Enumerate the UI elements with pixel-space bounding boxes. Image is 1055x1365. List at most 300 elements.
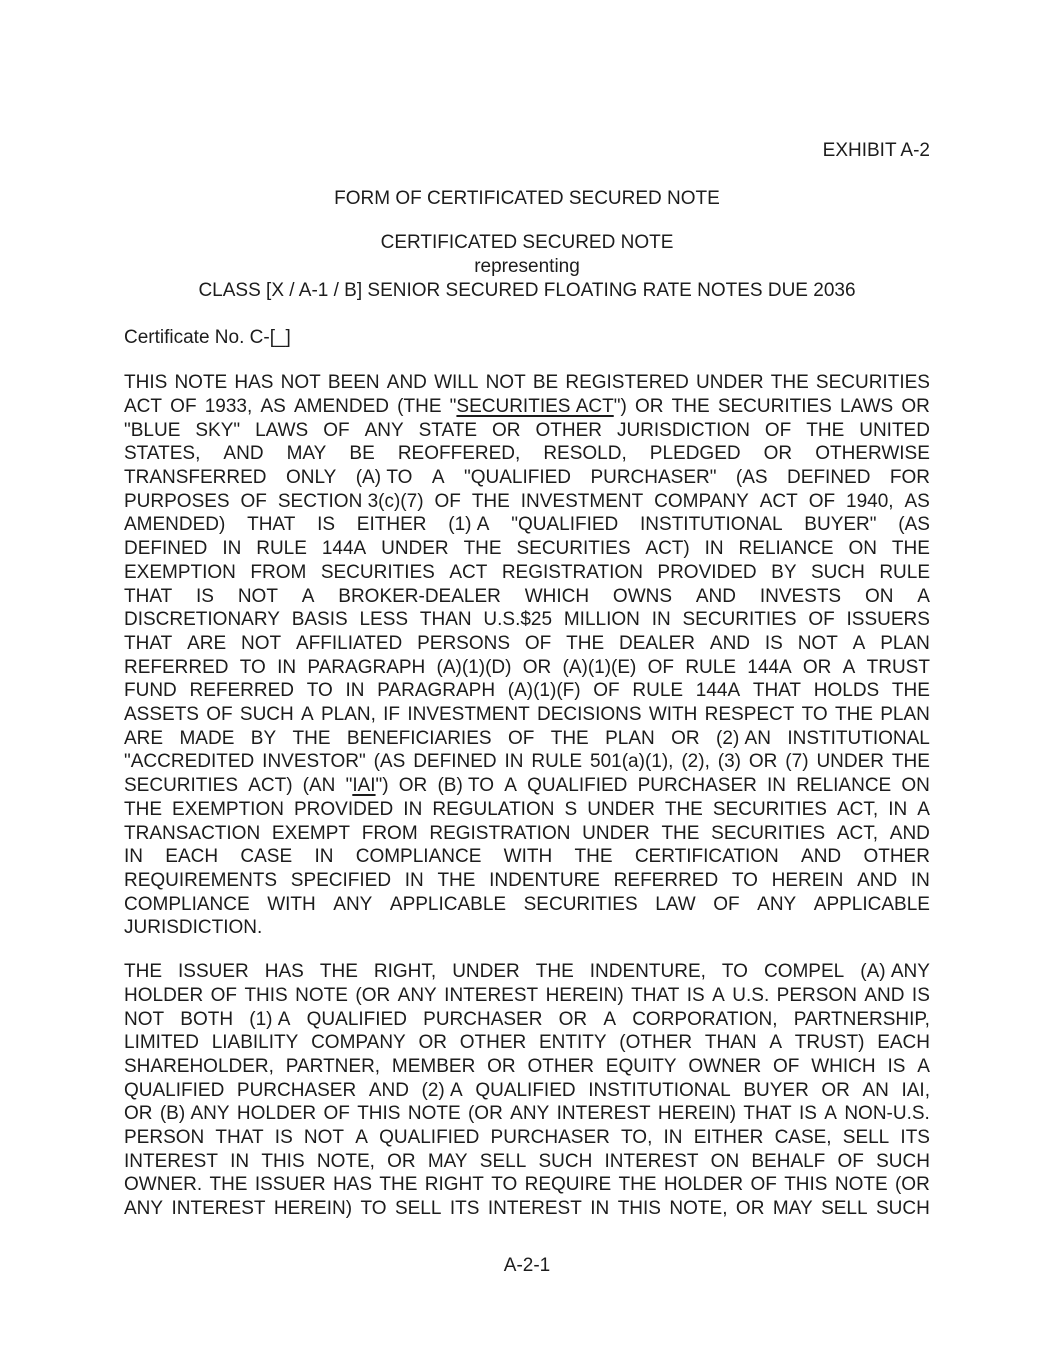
word: DEFINED xyxy=(124,538,208,560)
word: IN xyxy=(767,775,787,797)
word: OF xyxy=(593,680,620,702)
note-heading-representing: representing xyxy=(474,256,580,278)
legend-line xyxy=(124,513,930,537)
word: (A) ANY xyxy=(860,961,930,983)
word: OF xyxy=(507,727,535,749)
word: OR xyxy=(821,1079,850,1101)
word: OR xyxy=(634,395,664,417)
word: TO xyxy=(721,961,748,983)
word: OF xyxy=(323,419,350,441)
word: PROVIDED xyxy=(657,561,757,583)
word: EACH xyxy=(877,1032,930,1054)
word: IS xyxy=(764,632,783,654)
word: AFFILIATED xyxy=(295,632,403,654)
word: EXEMPT xyxy=(271,822,351,844)
word: NOTE, xyxy=(669,1198,728,1220)
word: PURCHASER xyxy=(423,1008,543,1030)
word: QUALIFIED xyxy=(527,775,628,797)
word: INTEREST xyxy=(604,1150,699,1172)
word: EITHER xyxy=(356,514,427,536)
note-heading xyxy=(124,231,930,302)
word: TO, xyxy=(621,1127,653,1149)
form-title: FORM OF CERTIFICATED SECURED NOTE xyxy=(334,187,720,209)
word: 144A xyxy=(695,680,741,702)
word: JURISDICTION. xyxy=(124,917,263,939)
word: (A)(1)(E) xyxy=(562,656,637,678)
word: THE xyxy=(664,798,703,820)
word: OF xyxy=(808,609,835,631)
word: THE xyxy=(209,1174,248,1196)
word: MILLION xyxy=(563,609,640,631)
word: UNDER xyxy=(452,961,520,983)
word: AND xyxy=(864,984,905,1006)
word: THAT xyxy=(124,585,173,607)
word: TO xyxy=(491,1174,518,1196)
word: REOFFERED, xyxy=(397,443,521,465)
word: ACT xyxy=(124,395,162,417)
word: IS xyxy=(317,514,336,536)
word: NOT xyxy=(485,372,526,394)
word: FROM xyxy=(250,561,307,583)
word: ACT xyxy=(759,490,798,512)
word: SKY" xyxy=(195,419,241,441)
word: THE xyxy=(463,538,502,560)
word: NON-U.S. xyxy=(844,1103,930,1125)
word: PLAN, xyxy=(320,704,376,726)
word: THIS xyxy=(261,1150,305,1172)
word: OF xyxy=(808,490,836,512)
word: WITH xyxy=(267,893,316,915)
word: OR xyxy=(487,1055,516,1077)
word: REQUIREMENTS xyxy=(124,869,278,891)
word: TO xyxy=(360,1198,387,1220)
word: SECURITIES xyxy=(516,538,631,560)
word: UNITED xyxy=(859,419,930,441)
word: PERSON xyxy=(124,1127,205,1149)
legend-line xyxy=(124,466,930,490)
word: 501(a)(1), xyxy=(590,751,674,773)
word: RIGHT xyxy=(424,1174,484,1196)
word: EQUITY xyxy=(605,1055,677,1077)
word: (7) xyxy=(785,751,809,773)
word: BOTH xyxy=(180,1008,234,1030)
legend-line xyxy=(124,774,930,798)
word: PERSON xyxy=(776,984,857,1006)
word: SECURITIES xyxy=(320,561,435,583)
legend-line xyxy=(124,727,930,751)
legend-line xyxy=(124,608,930,632)
word: U.S.$25 xyxy=(483,609,553,631)
word: BASIS xyxy=(291,609,348,631)
word: OR xyxy=(748,751,778,773)
word: RULE xyxy=(531,751,583,773)
word: NOT xyxy=(797,632,838,654)
word: SECTION 3(c)(7) xyxy=(277,490,424,512)
word: (AS xyxy=(373,751,406,773)
word: WHICH xyxy=(524,585,590,607)
word: ACT, xyxy=(836,822,879,844)
word: THE xyxy=(319,961,358,983)
word: ACT) xyxy=(645,538,690,560)
word: SELL xyxy=(479,1150,527,1172)
word: BY xyxy=(250,727,277,749)
word: REFERRED xyxy=(189,680,294,702)
word: FOR xyxy=(889,467,930,489)
word: A xyxy=(842,656,856,678)
word: QUALIFIED xyxy=(306,1008,407,1030)
word: OF xyxy=(210,984,238,1006)
word: OF xyxy=(713,893,740,915)
word: PROVIDED xyxy=(294,798,394,820)
word: (2) A xyxy=(421,1079,463,1101)
word: MADE xyxy=(179,727,235,749)
word: OF xyxy=(524,632,552,654)
word: (THE xyxy=(397,395,442,417)
word: HOLDS xyxy=(813,680,880,702)
word: IS xyxy=(686,984,705,1006)
word: REGULATION xyxy=(432,798,555,820)
exhibit-label: EXHIBIT A-2 xyxy=(822,140,930,161)
word: HEREIN) xyxy=(273,1198,353,1220)
word: OR xyxy=(763,443,793,465)
word: THAT xyxy=(752,680,802,702)
page-number: A-2-1 xyxy=(503,1254,551,1276)
word: IN xyxy=(403,798,423,820)
word: STATES, xyxy=(124,443,201,465)
word: EXEMPTION xyxy=(124,561,236,583)
word: NOT xyxy=(124,1008,165,1030)
word: OF xyxy=(773,1055,800,1077)
word: INVESTMENT xyxy=(520,490,644,512)
word: ITS xyxy=(449,1198,480,1220)
legend-line xyxy=(124,679,930,703)
legend-line xyxy=(124,703,930,727)
word: UNDER xyxy=(587,798,655,820)
word: SPECIFIED xyxy=(290,869,392,891)
word: OR xyxy=(558,1008,588,1030)
word: OR xyxy=(671,727,700,749)
word: INVESTS xyxy=(759,585,842,607)
word: QUALIFIED xyxy=(475,1079,576,1101)
word: THE xyxy=(671,395,710,417)
word: THE xyxy=(661,822,700,844)
legend-line xyxy=(124,893,930,917)
word: RULE xyxy=(256,538,307,560)
word: PLAN xyxy=(880,632,930,654)
word: IN xyxy=(504,751,524,773)
word: ON xyxy=(901,775,930,797)
word: SECURITIES xyxy=(712,798,827,820)
word: JURISDICTION xyxy=(616,419,750,441)
word: ON xyxy=(848,538,877,560)
word: A xyxy=(917,798,930,820)
word: COMPANY xyxy=(311,1032,406,1054)
word: IN xyxy=(663,1127,683,1149)
word: ANY xyxy=(364,419,404,441)
word: IS xyxy=(887,1055,906,1077)
word: RULE xyxy=(632,680,684,702)
legend-line xyxy=(124,419,930,443)
word: RULE xyxy=(685,656,736,678)
word: REQUIRE xyxy=(524,1174,612,1196)
word: AMENDED xyxy=(293,395,389,417)
word: PARTNERSHIP, xyxy=(793,1008,930,1030)
word: MAY xyxy=(772,1198,813,1220)
word: WITH xyxy=(648,704,698,726)
word: (A)(1)(F) xyxy=(507,680,581,702)
word: LAWS xyxy=(840,395,894,417)
word: THE xyxy=(891,538,930,560)
word: TO xyxy=(731,869,758,891)
word: 144A xyxy=(321,538,367,560)
word: A xyxy=(917,585,930,607)
word: BUYER xyxy=(743,1079,809,1101)
word: AND xyxy=(223,443,264,465)
word: IS xyxy=(798,1103,817,1125)
word: ACT) xyxy=(248,775,293,797)
word: NOT xyxy=(280,372,321,394)
word: DEFINED xyxy=(413,751,497,773)
word: OTHER xyxy=(527,1055,594,1077)
word: "QUALIFIED xyxy=(511,514,619,536)
word: A xyxy=(504,775,517,797)
word: FROM xyxy=(361,822,418,844)
word: INTEREST xyxy=(487,1198,582,1220)
legend-paragraph-issuer-compel xyxy=(124,960,930,1221)
word: THAT xyxy=(631,984,680,1006)
word: IN xyxy=(590,1198,610,1220)
word: (1) A xyxy=(448,514,490,536)
legend-paragraph-securities-act xyxy=(124,371,930,940)
word: THAT xyxy=(124,632,173,654)
word: ISSUER xyxy=(254,1174,326,1196)
note-heading-title: CERTIFICATED SECURED NOTE xyxy=(380,232,674,254)
word: ISSUERS xyxy=(846,609,930,631)
word: (B) ANY xyxy=(159,1103,230,1125)
word: TO xyxy=(801,704,828,726)
legend-line xyxy=(124,1197,930,1221)
word: HOLDER xyxy=(663,1174,744,1196)
word: REGISTRATION xyxy=(429,822,571,844)
word: DISCRETIONARY xyxy=(124,609,280,631)
word: HAS xyxy=(332,1174,373,1196)
word: 1940, xyxy=(846,490,894,512)
word: INDENTURE xyxy=(489,869,600,891)
word: IF xyxy=(383,704,401,726)
word: IN xyxy=(404,869,424,891)
word: LESS xyxy=(359,609,409,631)
word: OF xyxy=(170,395,197,417)
word: AN xyxy=(862,1079,889,1101)
word: SECURITIES xyxy=(124,775,239,797)
word: OF xyxy=(837,1150,864,1172)
word: IN xyxy=(345,680,365,702)
legend-line xyxy=(124,1150,930,1174)
word: (AS xyxy=(735,467,768,489)
legend-line xyxy=(124,1126,930,1150)
word: IS xyxy=(274,1127,293,1149)
word: A xyxy=(431,467,445,489)
word: REGISTERED xyxy=(565,372,689,394)
word: APPLICABLE xyxy=(389,893,507,915)
word: AND xyxy=(695,585,736,607)
word: THAT xyxy=(743,1103,792,1125)
word: IN xyxy=(124,846,143,868)
word: SECURITIES xyxy=(717,395,832,417)
word: OTHER xyxy=(863,846,930,868)
word: SHAREHOLDER, xyxy=(124,1055,274,1077)
word: AND xyxy=(386,372,427,394)
word: 1933, xyxy=(204,395,253,417)
word: (3) xyxy=(717,751,741,773)
word: (OTHER xyxy=(619,1032,693,1054)
word: BE xyxy=(349,443,375,465)
word: A xyxy=(712,984,725,1006)
word: ANY xyxy=(510,1103,550,1125)
word: TO xyxy=(239,656,266,678)
word: THE xyxy=(535,961,574,983)
word: THAT xyxy=(215,1127,264,1149)
legend-line xyxy=(124,1173,930,1197)
word: (OR xyxy=(355,984,391,1006)
word: THE xyxy=(124,798,162,820)
legend-line xyxy=(124,395,930,419)
word: IAI, xyxy=(901,1079,930,1101)
word: A xyxy=(603,1008,617,1030)
word: PLEDGED xyxy=(649,443,741,465)
word: HAS xyxy=(234,372,274,394)
word: RELIANCE xyxy=(738,538,834,560)
word: COMPLIANCE xyxy=(355,846,482,868)
word: OF xyxy=(647,656,675,678)
word: THE xyxy=(806,419,845,441)
word: PURCHASER xyxy=(490,1127,610,1149)
word: THAN xyxy=(419,609,472,631)
word: TRUST) xyxy=(794,1032,865,1054)
word: AMENDED) xyxy=(124,514,226,536)
word: NOTE xyxy=(407,1103,461,1125)
word: (B) TO xyxy=(437,775,495,797)
word: NOT xyxy=(241,632,282,654)
word: THE xyxy=(379,1174,418,1196)
word: A xyxy=(852,632,866,654)
word: ANY xyxy=(333,893,373,915)
word: OR xyxy=(735,1198,765,1220)
word: AND xyxy=(709,632,751,654)
word: BENEFICIARIES xyxy=(346,727,492,749)
word: BEEN xyxy=(327,372,380,394)
word: SUCH xyxy=(538,1150,593,1172)
legend-line xyxy=(124,1008,930,1032)
word: UNDER xyxy=(696,372,764,394)
word: THAN xyxy=(704,1032,757,1054)
word: A xyxy=(824,1103,837,1125)
word: PURCHASER" xyxy=(590,467,717,489)
word: NOTE, xyxy=(316,1150,375,1172)
word: ONLY xyxy=(285,467,337,489)
word: LIMITED xyxy=(124,1032,199,1054)
word: THE xyxy=(550,727,589,749)
word: OTHER xyxy=(535,419,602,441)
word: (AN xyxy=(302,775,336,797)
word: MAY xyxy=(286,443,327,465)
legend-line xyxy=(124,585,930,609)
certificate-number: Certificate No. C-[_] xyxy=(124,326,291,348)
word: CASE, xyxy=(774,1127,832,1149)
word: OR xyxy=(124,1103,153,1125)
word: IN xyxy=(314,846,334,868)
word: OR xyxy=(387,1150,416,1172)
legend-line xyxy=(124,490,930,514)
word: INTEREST xyxy=(171,1198,266,1220)
word: DEFINED xyxy=(787,467,871,489)
note-heading-class-line: CLASS [X / A-1 / B] SENIOR SECURED FLOATING RATE NOTES DUE 2036 xyxy=(198,279,856,301)
word: BEHALF xyxy=(751,1150,826,1172)
word: COMPEL xyxy=(763,961,845,983)
word: IN xyxy=(230,1150,250,1172)
word: RESPECT xyxy=(704,704,795,726)
legend-line xyxy=(124,822,930,846)
word: HEREIN) xyxy=(657,1103,737,1125)
word: OF xyxy=(434,490,461,512)
word: OR xyxy=(901,395,930,417)
word: THE xyxy=(471,490,510,512)
word: REFERRED xyxy=(613,869,719,891)
word: IN xyxy=(222,538,242,560)
word: "SECURITIES ACT") xyxy=(449,395,627,417)
word: BROKER-DEALER xyxy=(338,585,501,607)
word: INSTITUTIONAL xyxy=(588,1079,731,1101)
word: THE xyxy=(574,846,613,868)
word: "ACCREDITED xyxy=(124,751,255,773)
word: ITS xyxy=(900,1127,930,1149)
legend-line xyxy=(124,1055,930,1079)
word: PLAN xyxy=(605,727,655,749)
word: HAS xyxy=(264,961,304,983)
word: ACT, xyxy=(836,798,879,820)
word: OR xyxy=(398,775,428,797)
word: OTHERWISE xyxy=(815,443,930,465)
word: LIABILITY xyxy=(211,1032,299,1054)
word: NOT xyxy=(303,1127,345,1149)
word: OR xyxy=(418,1032,447,1054)
word: OR xyxy=(522,656,552,678)
word: ISSUER xyxy=(178,961,249,983)
word: QUALIFIED xyxy=(124,1079,225,1101)
word: A xyxy=(769,1032,783,1054)
word: TO xyxy=(306,680,333,702)
word: S xyxy=(564,798,578,820)
word: THE xyxy=(834,704,873,726)
word: ENTITY xyxy=(538,1032,607,1054)
word: COMPLIANCE xyxy=(124,893,250,915)
word: RIGHT, xyxy=(373,961,437,983)
word: WILL xyxy=(434,372,479,394)
word: EXEMPTION xyxy=(172,798,284,820)
word: UNDER xyxy=(816,751,884,773)
word: (A)(1)(D) xyxy=(436,656,512,678)
word: REFERRED xyxy=(124,656,229,678)
legend-line xyxy=(124,371,930,395)
word: (1) A xyxy=(249,1008,291,1030)
word: CASE xyxy=(240,846,293,868)
word: MAY xyxy=(427,1150,468,1172)
word: MEMBER xyxy=(391,1055,476,1077)
word: HEREIN) xyxy=(545,984,624,1006)
word: THE xyxy=(124,961,162,983)
word: APPLICABLE xyxy=(813,893,930,915)
word: (OR xyxy=(467,1103,503,1125)
